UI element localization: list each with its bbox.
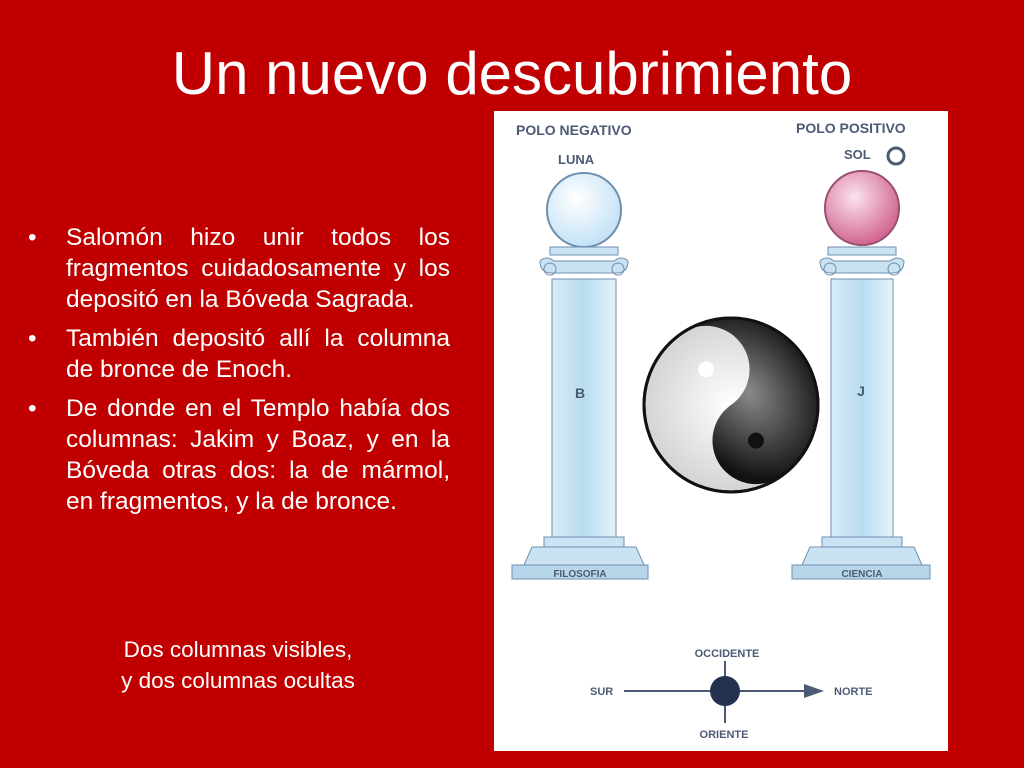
right-sphere bbox=[825, 171, 899, 245]
bullet-item bbox=[28, 323, 450, 385]
right-shaft bbox=[831, 279, 893, 537]
left-base-step bbox=[544, 537, 624, 547]
slide-title: Un nuevo descubrimiento bbox=[171, 40, 853, 107]
left-capital bbox=[540, 258, 628, 273]
compass-east-label: NORTE bbox=[834, 686, 873, 698]
caption bbox=[60, 634, 416, 696]
compass-center bbox=[710, 676, 740, 706]
left-base-step bbox=[524, 547, 644, 565]
left-pole-label: POLO NEGATIVO bbox=[516, 122, 632, 138]
left-letter: B bbox=[574, 385, 586, 401]
caption-line: Dos columnas visibles, bbox=[123, 637, 353, 662]
right-capital bbox=[820, 258, 904, 273]
bullet-text: También depositó allí la columna de bronce de Enoch. bbox=[66, 325, 450, 383]
luna-label: LUNA bbox=[558, 152, 595, 167]
left-column bbox=[512, 173, 648, 580]
bullet-marker: • bbox=[28, 395, 37, 422]
compass-west-label: SUR bbox=[590, 686, 614, 698]
bullet-item bbox=[28, 393, 450, 517]
right-letter: J bbox=[857, 383, 865, 399]
left-capital-top bbox=[550, 247, 618, 255]
right-base-step bbox=[802, 547, 922, 565]
sol-label: SOL bbox=[844, 147, 871, 162]
right-base-step bbox=[822, 537, 902, 547]
bullet-marker: • bbox=[28, 224, 37, 251]
caption-line: y dos columnas ocultas bbox=[121, 668, 355, 693]
bullet-list bbox=[28, 222, 450, 525]
bullet-item bbox=[28, 222, 450, 315]
columns-figure bbox=[494, 111, 948, 751]
bullet-marker: • bbox=[28, 325, 37, 352]
right-capital-top bbox=[828, 247, 896, 255]
moon-icon bbox=[618, 148, 630, 172]
compass-icon bbox=[624, 661, 824, 723]
left-base-label: FILOSOFIA bbox=[553, 569, 607, 580]
compass-north-label: OCCIDENTE bbox=[694, 648, 760, 660]
right-base-label: CIENCIA bbox=[841, 569, 883, 580]
bullet-text: Salomón hizo unir todos los fragmentos cuidadosamente y los depositó en la Bóveda Sagrada. bbox=[66, 224, 450, 313]
right-pole-label: POLO POSITIVO bbox=[796, 120, 906, 136]
sun-icon bbox=[888, 148, 904, 164]
arrow-right-icon bbox=[804, 684, 824, 698]
left-shaft bbox=[552, 279, 616, 537]
compass-south-label: ORIENTE bbox=[699, 729, 749, 741]
left-sphere bbox=[547, 173, 621, 247]
bullet-text: De donde en el Templo había dos columnas: Jakim y Boaz, y en la Bóveda otras dos: la de mármol, en fragmentos, y la de bronce. bbox=[66, 395, 450, 515]
columns-diagram bbox=[494, 111, 948, 751]
yin-yang-icon bbox=[644, 284, 852, 501]
